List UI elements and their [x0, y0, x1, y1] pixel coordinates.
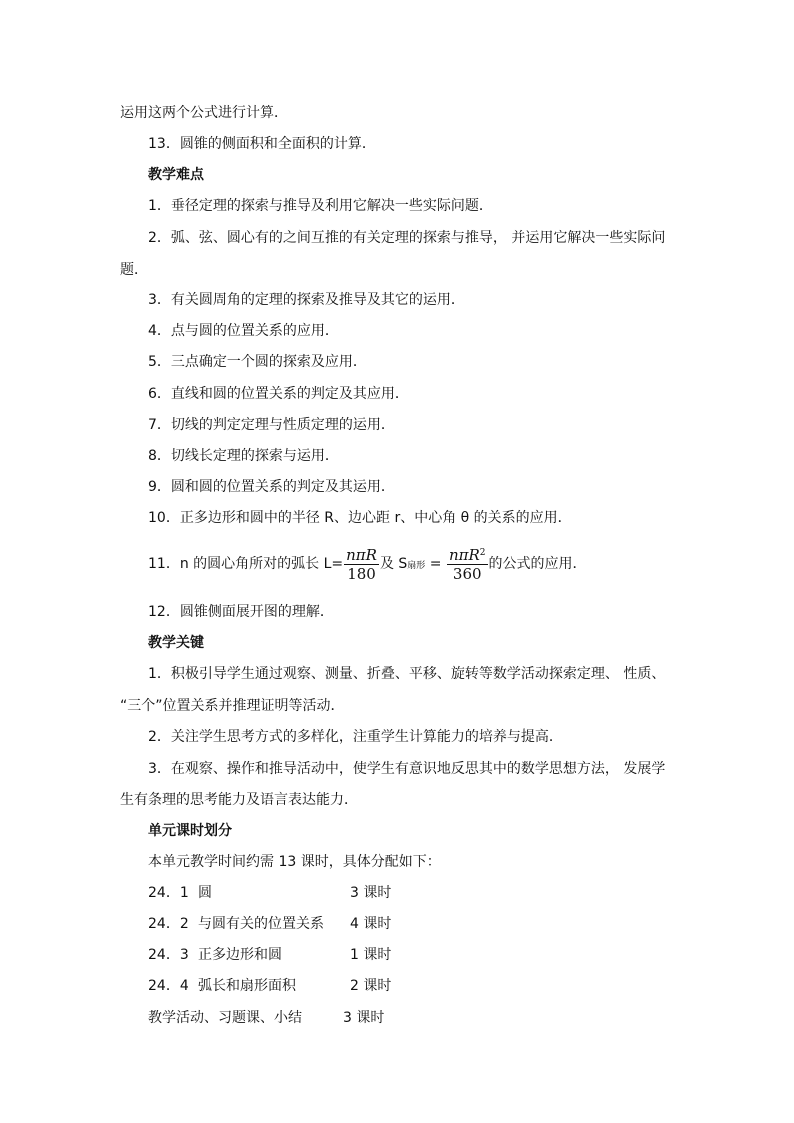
schedule-hours: 3 课时 — [350, 885, 392, 901]
schedule-intro: 本单元教学时间约需 13 课时，具体分配如下： — [148, 854, 441, 870]
arc-length-fraction — [344, 546, 379, 583]
schedule-hours: 2 课时 — [350, 978, 392, 994]
schedule-hours: 4 课时 — [350, 916, 392, 932]
section-heading-key: 教学关键 — [148, 635, 204, 651]
schedule-title: 教学活动、习题课、小结 — [148, 1010, 302, 1026]
formula-subscript: 扇形 — [407, 561, 426, 571]
schedule-title: 圆 — [198, 885, 212, 901]
difficulty-item: 4．点与圆的位置关系的应用． — [148, 323, 339, 339]
difficulty-item: 5．三点确定一个圆的探索及应用． — [148, 354, 367, 370]
difficulty-item: 3．有关圆周角的定理的探索及推导及其它的运用． — [148, 292, 465, 308]
key-item: 2．关注学生思考方式的多样化，注重学生计算能力的培养与提高． — [148, 729, 563, 745]
key-item: 1．积极引导学生通过观察、测量、折叠、平移、旋转等数学活动探索定理、 性质、 — [148, 666, 666, 682]
difficulty-item: 12．圆锥侧面展开图的理解． — [148, 604, 334, 620]
difficulty-item: 7．切线的判定定理与性质定理的运用． — [148, 417, 395, 433]
fraction-denominator: 360 — [452, 564, 482, 583]
schedule-number: 24．4 — [148, 978, 189, 994]
key-item: 3．在观察、操作和推导活动中，使学生有意识地反思其中的数学思想方法， 发展学 — [148, 761, 666, 777]
formula-prefix: 11．n 的圆心角所对的弧长 L= — [148, 556, 344, 572]
difficulty-item: 1．垂径定理的探索与推导及利用它解决一些实际问题． — [148, 198, 493, 214]
sector-area-fraction — [447, 546, 488, 583]
difficulty-item: 9．圆和圆的位置关系的判定及其运用． — [148, 479, 395, 495]
formula-suffix: 的公式的应用． — [488, 556, 587, 572]
difficulty-item: 8．切线长定理的探索与运用． — [148, 448, 339, 464]
schedule-number: 24．2 — [148, 916, 189, 932]
difficulty-item-continuation: 题． — [120, 262, 148, 278]
section-heading-difficulty: 教学难点 — [148, 167, 204, 183]
fraction-numerator: nπR — [346, 545, 377, 564]
section-heading-schedule: 单元课时划分 — [148, 823, 232, 839]
difficulty-item-formula — [148, 544, 587, 586]
formula-mid: 及 S — [379, 556, 408, 572]
difficulty-item: 6．直线和圆的位置关系的判定及其应用． — [148, 386, 409, 402]
schedule-title: 弧长和扇形面积 — [198, 978, 296, 994]
fraction-numerator: nπR$^2$ — [448, 545, 486, 564]
key-item-continuation: “三个”位置关系并推理证明等活动． — [120, 698, 345, 714]
fraction-denominator: 180 — [347, 564, 376, 583]
schedule-number: 24．3 — [148, 947, 189, 963]
fraction-exponent: 2 — [479, 547, 486, 558]
difficulty-item: 10．正多边形和圆中的半径 R、边心距 r、中心角 θ 的关系的应用． — [148, 510, 572, 526]
key-item-continuation: 生有条理的思考能力及语言表达能力． — [120, 792, 358, 808]
schedule-hours: 1 课时 — [350, 947, 392, 963]
schedule-title: 与圆有关的位置关系 — [198, 916, 324, 932]
formula-equals: = — [425, 556, 446, 572]
text-line: 13．圆锥的侧面积和全面积的计算． — [148, 136, 376, 152]
difficulty-item: 2．弧、弦、圆心有的之间互推的有关定理的探索与推导， 并运用它解决一些实际问 — [148, 230, 666, 246]
schedule-number: 24．1 — [148, 885, 189, 901]
schedule-hours: 3 课时 — [343, 1010, 385, 1026]
schedule-title: 正多边形和圆 — [198, 947, 282, 963]
text-line: 运用这两个公式进行计算． — [120, 105, 288, 121]
